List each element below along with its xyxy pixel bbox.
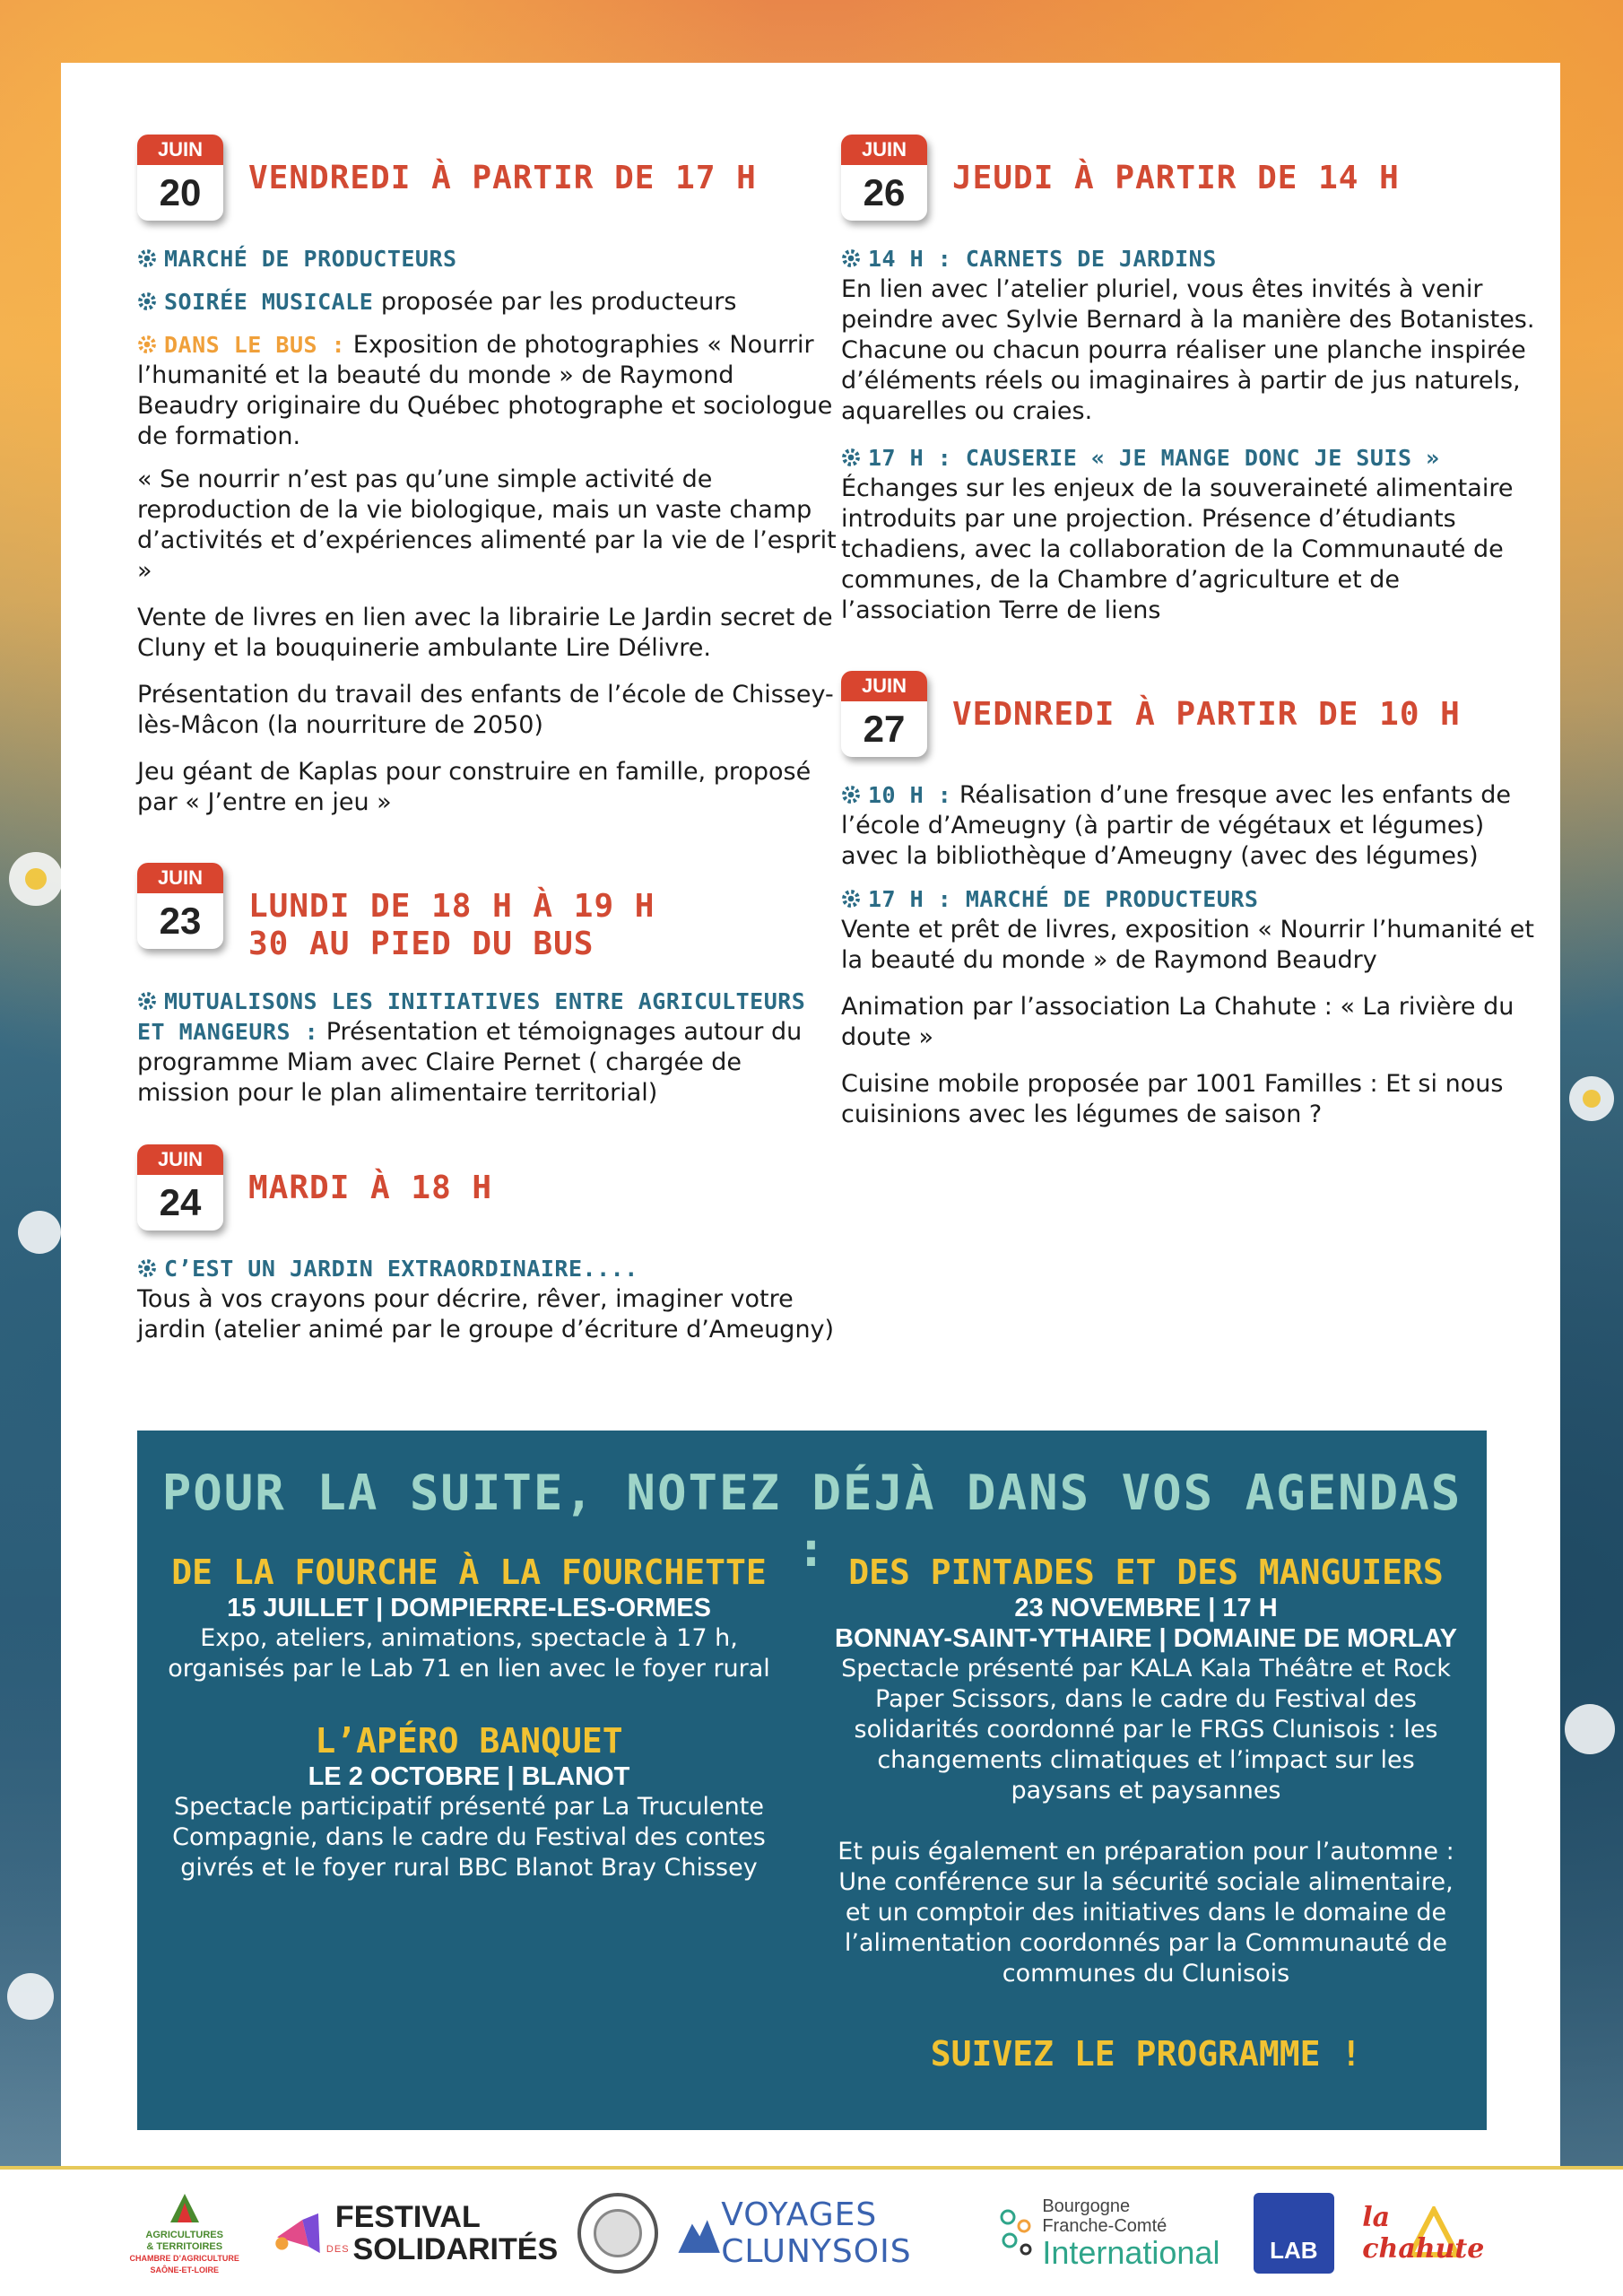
banner-event-date: LE 2 OCTOBRE | BLANOT bbox=[308, 1762, 630, 1791]
event-paragraph: Échanges sur les enjeux de la souveraineté alimentaire introduits par une projection. Présence d’étudiants tchadiens, avec la collaboration de la Communauté de communes, de la Chambre d’agriculture et de l’association Terre de liens bbox=[841, 474, 1514, 624]
calendar-day: 26 bbox=[863, 171, 906, 213]
festival-megaphone-icon bbox=[271, 2202, 326, 2265]
gear-icon bbox=[841, 785, 861, 804]
event-paragraph: Cuisine mobile proposée par 1001 Familles : Et si nous cuisinions avec les légumes de saison ? bbox=[841, 1070, 1504, 1128]
logo-text: SAÔNE-ET-LOIRE bbox=[150, 2265, 219, 2274]
event-paragraph: En lien avec l’atelier pluriel, vous êtes invités à venir peindre avec Sylvie Bernard à la manière des Botanistes. Chacune ou chacun pourra réaliser une planche inspirée d’éléments réels ou imaginaires à partir de jus naturels, aquarelles ou craies. bbox=[841, 275, 1535, 425]
event-june-24 bbox=[137, 1144, 837, 1345]
right-column bbox=[841, 135, 1541, 1166]
left-column bbox=[137, 135, 837, 1381]
logo-text: AGRICULTURES bbox=[145, 2229, 223, 2240]
banner-right-column bbox=[828, 1552, 1464, 2074]
event-item bbox=[137, 987, 837, 1109]
item-tag: MARCHÉ DE PRODUCTEURS bbox=[164, 246, 457, 272]
banner-event-heading: DES PINTADES ET DES MANGUIERS bbox=[848, 1552, 1444, 1592]
item-text: Présentation et témoignages autour du programme Miam avec Claire Pernet ( chargée de mission pour le plan alimentaire territorial) bbox=[137, 1018, 803, 1107]
banner-event-text: Spectacle participatif présenté par La Truculente Compagnie, dans le cadre du Festival des contes givrés et le foyer rural BBC Blanot Bray Chissey bbox=[172, 1793, 766, 1882]
event-item bbox=[841, 244, 1541, 274]
logo-text: FESTIVAL bbox=[334, 2199, 481, 2234]
event-item bbox=[137, 244, 837, 274]
item-tag: DANS LE BUS : bbox=[164, 332, 346, 358]
voyages-clunysois-logo bbox=[677, 2197, 973, 2269]
event-title: VENDREDI À PARTIR DE 17 H bbox=[248, 160, 757, 196]
item-tag: MUTUALISONS LES INITIATIVES ENTRE AGRICULTEURS ET MANGEURS : bbox=[137, 988, 806, 1045]
event-item bbox=[137, 1254, 837, 1284]
calendar-icon bbox=[841, 135, 927, 221]
banner-event-heading: DE LA FOURCHE À LA FOURCHETTE bbox=[171, 1552, 767, 1592]
gear-icon bbox=[137, 248, 157, 268]
logo-text: la chahute bbox=[1362, 2201, 1485, 2265]
event-item bbox=[841, 884, 1541, 915]
banner-title: POUR LA SUITE, NOTEZ DÉJÀ DANS VOS AGENDAS : bbox=[161, 1465, 1462, 1578]
item-text: proposée par les producteurs bbox=[373, 288, 737, 316]
banner-event-heading: L’APÉRO BANQUET bbox=[315, 1721, 623, 1761]
item-tag: 10 H : bbox=[868, 782, 952, 808]
banner-event-location: BONNAY-SAINT-YTHAIRE | DOMAINE DE MORLAY bbox=[835, 1624, 1457, 1653]
event-paragraph: Tous à vos crayons pour décrire, rêver, imaginer votre jardin (atelier animé par le groupe d’écriture d’Ameugny) bbox=[137, 1285, 835, 1344]
calendar-icon bbox=[137, 1144, 223, 1231]
logo-text: CHAMBRE D’AGRICULTURE bbox=[129, 2253, 239, 2263]
bfc-international-logo bbox=[992, 2196, 1225, 2270]
la-chahute-logo bbox=[1362, 2202, 1506, 2265]
item-text: Exposition de photographies « Nourrir l’humanité et la beauté du monde » de Raymond Beaudry originaire du Québec photographe et sociologue de formation. bbox=[137, 331, 833, 450]
calendar-month: JUIN bbox=[841, 671, 927, 701]
event-paragraph: Présentation du travail des enfants de l’école de Chissey-lès-Mâcon (la nourriture de 2050) bbox=[137, 681, 834, 739]
flower-decoration bbox=[1583, 1090, 1601, 1108]
gear-icon bbox=[137, 1258, 157, 1278]
banner-event-date: 15 JUILLET | DOMPIERRE-LES-ORMES bbox=[227, 1594, 711, 1622]
logo-text: International bbox=[1042, 2233, 1220, 2271]
chambre-agriculture-logo bbox=[117, 2190, 252, 2276]
event-paragraph: Jeu géant de Kaplas pour construire en famille, proposé par « J’entre en jeu » bbox=[137, 758, 812, 816]
calendar-day: 24 bbox=[159, 1181, 202, 1223]
event-title: JEUDI À PARTIR DE 14 H bbox=[952, 160, 1400, 196]
event-item bbox=[137, 330, 837, 452]
flower-decoration bbox=[18, 1211, 61, 1254]
event-june-20 bbox=[137, 135, 837, 818]
logo-text: & TERRITOIRES bbox=[146, 2240, 223, 2252]
gear-icon bbox=[841, 248, 861, 268]
bfc-dots-icon bbox=[997, 2206, 1042, 2260]
gear-icon bbox=[841, 889, 861, 909]
calendar-day: 20 bbox=[159, 171, 202, 213]
flower-decoration bbox=[25, 868, 47, 890]
calendar-month: JUIN bbox=[137, 1144, 223, 1175]
event-title: MARDI À 18 H bbox=[248, 1170, 493, 1206]
upcoming-events-banner bbox=[137, 1431, 1487, 2130]
event-paragraph: Vente de livres en lien avec la librairie Le Jardin secret de Cluny et la bouquinerie ambulante Lire Délivre. bbox=[137, 604, 833, 662]
festival-solidarites-logo bbox=[271, 2201, 558, 2266]
banner-event-text: Spectacle présenté par KALA Kala Théâtre et Rock Paper Scissors, dans le cadre du Festival des solidarités coordonné par le FRGS Clunisois : les changements climatiques et l’impact sur les paysans et paysannes bbox=[841, 1655, 1451, 1805]
item-tag: 17 H : MARCHÉ DE PRODUCTEURS bbox=[868, 886, 1259, 912]
flower-decoration bbox=[7, 1973, 54, 2020]
agriculture-logo-icon bbox=[167, 2190, 203, 2226]
calendar-icon bbox=[137, 135, 223, 221]
calendar-month: JUIN bbox=[137, 135, 223, 165]
contes-givres-seal-logo bbox=[577, 2193, 658, 2274]
calendar-day: 27 bbox=[863, 708, 906, 750]
gear-icon bbox=[137, 991, 157, 1011]
item-tag: SOIRÉE MUSICALE bbox=[164, 289, 374, 315]
item-tag: 17 H : CAUSERIE « JE MANGE DONC JE SUIS » bbox=[868, 445, 1440, 471]
event-june-27 bbox=[841, 671, 1541, 1130]
logo-text: DES bbox=[325, 2243, 350, 2255]
item-tag: C’EST UN JARDIN EXTRAORDINAIRE.... bbox=[164, 1256, 638, 1282]
logo-text: LAB bbox=[1254, 2193, 1334, 2274]
event-paragraph: « Se nourrir n’est pas qu’une simple activité de reproduction de la vie biologique, mais un vaste champ d’activités et d’expériences alimenté par la vie de l’esprit » bbox=[137, 465, 837, 585]
partner-logos-footer bbox=[0, 2166, 1623, 2296]
gear-icon bbox=[137, 335, 157, 354]
item-text: Réalisation d’une fresque avec les enfants de l’école d’Ameugny (à partir de végétaux et légumes) avec la bibliothèque d’Ameugny (avec des légumes) bbox=[841, 781, 1511, 870]
follow-program-cta: SUIVEZ LE PROGRAMME ! bbox=[930, 2034, 1362, 2074]
event-paragraph: Vente et prêt de livres, exposition « Nourrir l’humanité et la beauté du monde » de Raymond Beaudry bbox=[841, 916, 1534, 974]
event-item bbox=[137, 287, 837, 317]
event-paragraph: Animation par l’association La Chahute : « La rivière du doute » bbox=[841, 993, 1515, 1051]
logo-text: VOYAGES CLUNYSOIS bbox=[721, 2196, 912, 2270]
mountain-icon bbox=[677, 2202, 721, 2265]
logo-text: Franche-Comté bbox=[1042, 2215, 1167, 2236]
banner-event-date: 23 NOVEMBRE | 17 H bbox=[1014, 1594, 1278, 1622]
event-title: VEDNREDI À PARTIR DE 10 H bbox=[952, 696, 1461, 733]
event-title: LUNDI DE 18 H À 19 H 30 AU PIED DU BUS bbox=[248, 888, 655, 962]
flower-decoration bbox=[1565, 1704, 1615, 1754]
event-item bbox=[841, 443, 1541, 474]
banner-left-column bbox=[164, 1552, 774, 1883]
calendar-icon bbox=[137, 863, 223, 949]
item-tag: 14 H : CARNETS DE JARDINS bbox=[868, 246, 1217, 272]
logo-text: Bourgogne bbox=[1042, 2196, 1131, 2216]
calendar-month: JUIN bbox=[841, 135, 927, 165]
event-item bbox=[841, 780, 1541, 872]
logo-text: SOLIDARITÉS bbox=[352, 2231, 559, 2266]
calendar-month: JUIN bbox=[137, 863, 223, 893]
lab-71-logo bbox=[1245, 2188, 1343, 2278]
calendar-day: 23 bbox=[159, 900, 202, 942]
event-june-23 bbox=[137, 863, 837, 1109]
calendar-icon bbox=[841, 671, 927, 757]
gear-icon bbox=[841, 448, 861, 467]
program-card bbox=[61, 63, 1560, 2166]
banner-event-text: Et puis également en préparation pour l’automne : Une conférence sur la sécurité sociale alimentaire, et un comptoir des initiatives dans le domaine de l’alimentation coordonnés par la Communauté de communes du Clunisois bbox=[838, 1838, 1454, 1987]
event-june-26 bbox=[841, 135, 1541, 626]
banner-event-text: Expo, ateliers, animations, spectacle à 17 h, organisés par le Lab 71 en lien avec le foyer rural bbox=[168, 1624, 770, 1683]
gear-icon bbox=[137, 291, 157, 311]
